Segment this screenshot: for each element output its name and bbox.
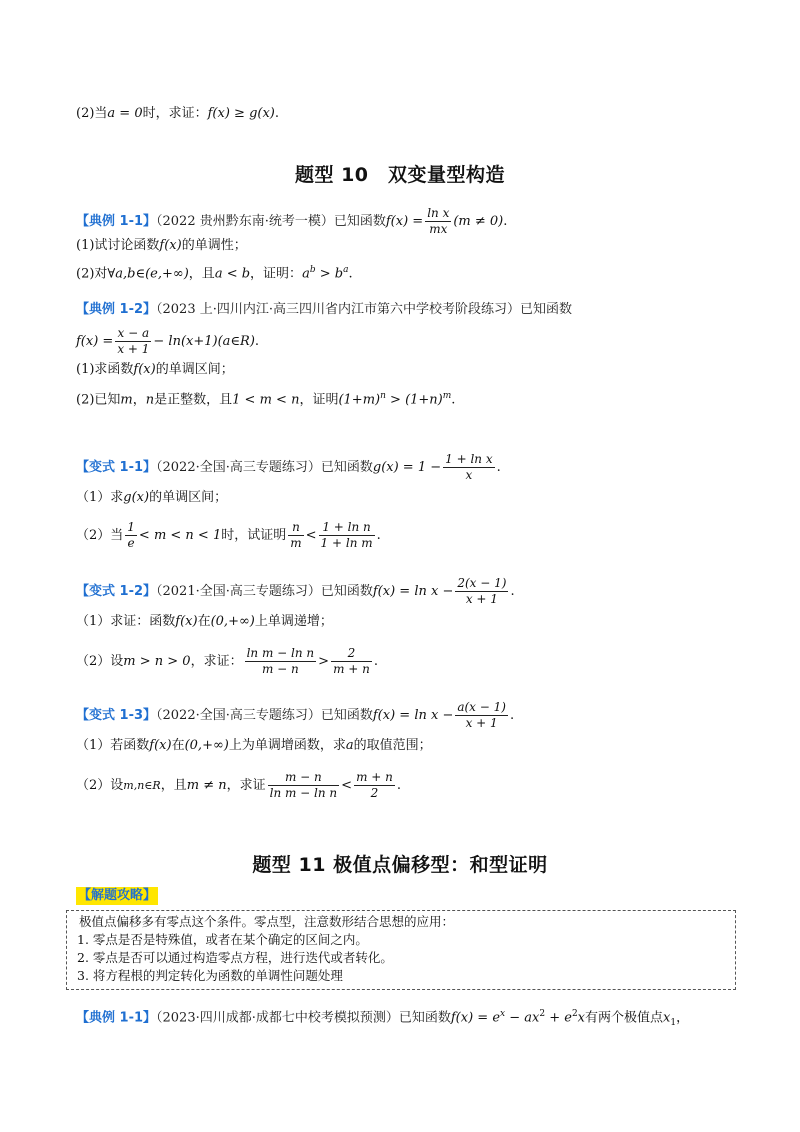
strategy-line: 2. 零点是否可以通过构造零点方程，进行迭代或者转化。 xyxy=(77,950,393,965)
variant-1-2-q1 xyxy=(76,612,333,632)
example-1-2-stem xyxy=(76,300,572,320)
math: m xyxy=(120,392,133,408)
text: 上单调递增； xyxy=(254,614,333,629)
numerator: 1 xyxy=(127,520,135,534)
example-11-1-stem xyxy=(76,1004,689,1033)
example-1-1-q2 xyxy=(76,260,353,284)
math: f(x) = ln x − xyxy=(372,584,454,599)
variant-1-2-stem xyxy=(76,576,515,607)
fraction xyxy=(425,206,451,237)
math: < xyxy=(305,528,317,543)
math: m,n∈R xyxy=(123,779,161,792)
fraction xyxy=(443,452,494,483)
math: f(x) = e xyxy=(450,1010,501,1026)
variant-1-1-q2 xyxy=(76,520,381,551)
text: ，证明 xyxy=(299,392,339,408)
text: . xyxy=(396,778,402,793)
superscript: 2 xyxy=(539,1009,546,1019)
text: 上为单调增函数，求 xyxy=(228,738,346,753)
variant-1-3-stem xyxy=(76,700,514,731)
text: （1）求证：函数 xyxy=(76,614,176,629)
numerator: x − a xyxy=(115,326,151,342)
text: 的取值范围； xyxy=(353,738,432,753)
math: a < b xyxy=(214,266,251,282)
fraction xyxy=(268,770,340,801)
text: （2）当 xyxy=(76,528,124,543)
variant-1-3-q1 xyxy=(76,736,432,756)
text: 在 xyxy=(171,738,185,753)
example-1-1-stem xyxy=(76,206,507,237)
superscript: a xyxy=(343,265,349,275)
subscript: 1 xyxy=(670,1017,677,1028)
math: m > n > 0 xyxy=(123,654,191,669)
text: 在 xyxy=(197,614,211,629)
text: 的单调性； xyxy=(181,238,247,253)
math: (1+m) xyxy=(338,392,381,408)
math: − ax xyxy=(505,1010,540,1026)
text: ，证明： xyxy=(250,266,303,282)
text: （1）求 xyxy=(76,490,124,505)
math: n xyxy=(145,392,155,408)
math: 1 < m < n xyxy=(232,392,300,408)
text: 时，试证明 xyxy=(221,528,287,543)
text: (2)对 xyxy=(76,266,108,282)
variant-tag: 【变式 1-3】 xyxy=(76,708,157,723)
text: . xyxy=(509,708,515,723)
strategy-box xyxy=(66,910,736,990)
variant-1-1-stem xyxy=(76,452,501,483)
math: (0,+∞) xyxy=(184,738,229,753)
text: ， xyxy=(676,1010,690,1026)
section-10-title: 题型 10 双变量型构造 xyxy=(294,164,506,186)
text: ，且 xyxy=(160,778,187,793)
numerator: m + n xyxy=(356,770,393,784)
variant-tag: 【变式 1-2】 xyxy=(76,584,157,599)
text: (2)已知 xyxy=(76,392,121,408)
math: f(x) = xyxy=(385,214,424,229)
superscript: n xyxy=(380,391,386,401)
text: （1）若函数 xyxy=(76,738,150,753)
fraction xyxy=(125,520,137,551)
fraction xyxy=(115,326,151,357)
text: . xyxy=(376,528,381,543)
numerator: ln x xyxy=(427,206,450,220)
text: 是正整数，且 xyxy=(154,392,233,408)
math: g(x) xyxy=(123,490,150,505)
example-source: （2023·四川成都·成都七中校考模拟预测）已知函数 xyxy=(156,1010,451,1026)
math: > xyxy=(318,654,330,669)
math: > (1+n) xyxy=(385,392,443,408)
text: . xyxy=(496,460,501,475)
math: ∀a,b∈(e,+∞) xyxy=(107,266,189,282)
strategy-line: 3. 将方程根的判定转化为函数的单调性问题处理 xyxy=(77,968,343,983)
text: 时，求证： xyxy=(142,106,208,121)
fraction xyxy=(455,700,508,731)
top-question-2 xyxy=(76,104,279,124)
strategy-label: 【解题攻略】 xyxy=(78,888,157,903)
text: . xyxy=(348,266,353,282)
example-1-2-q2 xyxy=(76,386,455,410)
fraction xyxy=(245,646,317,677)
math: − ln(x+1)(a∈R) xyxy=(153,334,255,349)
example-tag: 【典例 1-1】 xyxy=(76,214,157,229)
fraction xyxy=(354,770,395,801)
denominator: x + 1 xyxy=(465,592,498,606)
numerator: m − n xyxy=(268,770,340,786)
math: > b xyxy=(315,266,344,282)
text: 有两个极值点 xyxy=(585,1010,664,1026)
math: + e xyxy=(545,1010,572,1026)
denominator: m + n xyxy=(333,662,370,676)
math: a xyxy=(302,266,310,282)
variant-source: （2022·全国·高三专题练习）已知函数 xyxy=(156,708,373,723)
text: . xyxy=(274,106,280,121)
math: f(x) xyxy=(149,738,172,753)
superscript: m xyxy=(442,391,452,401)
math: < m < n < 1 xyxy=(138,528,222,543)
variant-1-2-q2 xyxy=(76,646,378,677)
text: . xyxy=(373,654,378,669)
superscript: 2 xyxy=(571,1009,578,1019)
denominator: e xyxy=(127,536,135,550)
numerator: 1 + ln x xyxy=(445,452,493,466)
denominator: x + 1 xyxy=(117,342,150,356)
text: ，求证 xyxy=(226,778,266,793)
text: (1)试讨论函数 xyxy=(76,238,160,253)
math: a xyxy=(345,738,354,753)
math: x xyxy=(663,1010,671,1026)
math: x xyxy=(577,1010,586,1026)
text: ， xyxy=(132,392,146,408)
math: f(x) xyxy=(133,362,156,377)
example-1-2-function xyxy=(76,326,259,357)
denominator: m xyxy=(290,536,302,550)
text: （2）设 xyxy=(76,778,124,793)
math: < xyxy=(341,778,353,793)
denominator: mx xyxy=(429,222,448,236)
denominator: x xyxy=(465,468,473,482)
numerator: a(x − 1) xyxy=(457,700,506,714)
numerator: n xyxy=(288,520,303,536)
example-1-2-q1 xyxy=(76,360,234,380)
example-tag: 【典例 1-2】 xyxy=(76,302,157,317)
text: . xyxy=(510,584,515,599)
section-11-title: 题型 11 极值点偏移型：和型证明 xyxy=(252,854,548,876)
variant-1-3-q2 xyxy=(76,770,401,801)
math: g(x) = 1 − xyxy=(372,460,442,475)
text: . xyxy=(254,334,260,349)
example-tag: 【典例 1-1】 xyxy=(76,1010,157,1026)
math: (0,+∞) xyxy=(210,614,255,629)
variant-source: （2021·全国·高三专题练习）已知函数 xyxy=(156,584,373,599)
numerator: ln m − ln n xyxy=(246,646,315,660)
example-source: （2022 贵州黔东南·统考一模）已知函数 xyxy=(156,214,386,229)
denominator: ln m − ln n xyxy=(269,786,338,800)
text: (1)求函数 xyxy=(76,362,134,377)
strategy-line: 1. 零点是否是特殊值，或者在某个确定的区间之内。 xyxy=(77,932,368,947)
text: （2）设 xyxy=(76,654,124,669)
text: ，且 xyxy=(188,266,215,282)
text: ，求证： xyxy=(190,654,243,669)
fraction xyxy=(455,576,508,607)
text: (2)当 xyxy=(76,106,108,121)
numerator: 2(x − 1) xyxy=(457,576,507,590)
math: f(x) xyxy=(159,238,182,253)
text: . xyxy=(451,392,456,408)
denominator: 1 + ln m xyxy=(320,536,373,550)
superscript: b xyxy=(309,265,316,275)
numerator: 1 + ln n xyxy=(319,520,375,536)
superscript: x xyxy=(500,1009,506,1019)
text: 的单调区间； xyxy=(155,362,234,377)
fraction xyxy=(331,646,372,677)
numerator: 2 xyxy=(331,646,372,662)
math: f(x) xyxy=(175,614,198,629)
variant-1-1-q1 xyxy=(76,488,227,508)
example-1-1-q1 xyxy=(76,236,247,256)
math: f(x) ≥ g(x) xyxy=(207,106,275,121)
fraction xyxy=(319,520,375,551)
denominator: m − n xyxy=(261,662,299,676)
math: a = 0 xyxy=(107,106,143,121)
variant-source: （2022·全国·高三专题练习）已知函数 xyxy=(156,460,373,475)
denominator: x + 1 xyxy=(465,716,498,730)
math: (m ≠ 0) xyxy=(453,214,504,229)
variant-tag: 【变式 1-1】 xyxy=(76,460,157,475)
math: f(x) = xyxy=(76,334,114,349)
denominator: 2 xyxy=(370,786,379,800)
fraction xyxy=(288,520,303,551)
text: 的单调区间； xyxy=(149,490,228,505)
math: f(x) = ln x − xyxy=(372,708,454,723)
text: . xyxy=(503,214,508,229)
math: m ≠ n xyxy=(186,778,227,793)
example-source: （2023 上·四川内江·高三四川省内江市第六中学校考阶段练习）已知函数 xyxy=(156,302,572,317)
strategy-line: 极值点偏移多有零点这个条件。零点型，注意数形结合思想的应用： xyxy=(79,914,455,929)
